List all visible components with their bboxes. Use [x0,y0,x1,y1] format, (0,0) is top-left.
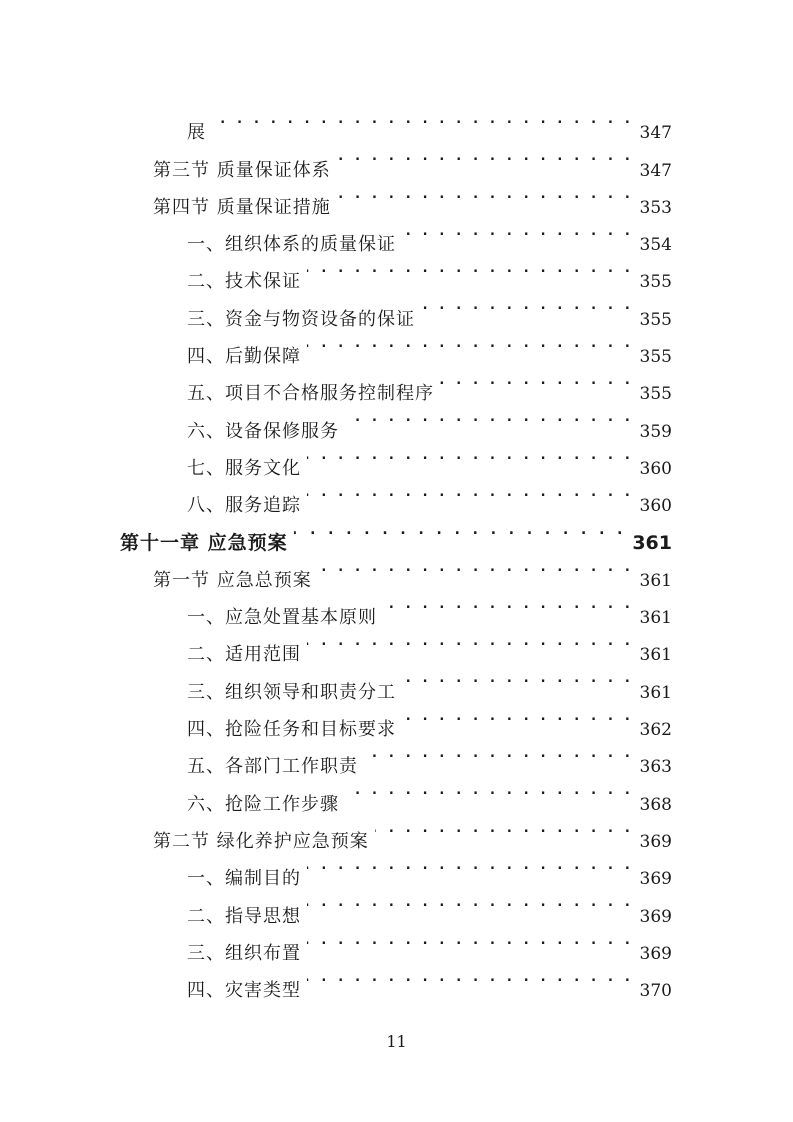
toc-leader-dots [307,474,632,511]
toc-subsection-entry[interactable] [0,101,672,144]
toc-entry-title: 第二节 绿化养护应急预案 [153,830,369,852]
toc-leader-dots [307,884,632,921]
toc-entry-page: 347 [639,123,672,144]
toc-section-entry[interactable] [0,810,672,852]
toc-leader-dots [307,250,632,287]
toc-entry-title: 八、服务追踪 [187,495,301,517]
toc-leader-dots [364,735,632,772]
toc-entry-title: 第一节 应急总预案 [153,569,312,591]
toc-subsection-entry[interactable] [0,250,672,293]
toc-entry-title: 三、组织布置 [187,942,301,964]
toc-chapter-entry[interactable] [0,511,672,554]
toc-entry-title: 一、编制目的 [187,868,301,890]
toc-entry-page: 353 [639,197,672,218]
toc-entry-page: 362 [639,720,672,741]
toc-subsection-entry[interactable] [0,772,672,815]
toc-section-entry[interactable] [0,176,672,218]
toc-entry-page: 361 [639,608,672,629]
toc-leader-dots [307,959,632,996]
toc-entry-title: 三、组织领导和职责分工 [187,681,396,703]
toc-leader-dots [345,399,632,436]
toc-entry-page: 359 [639,421,672,442]
toc-leader-dots [402,698,632,735]
toc-entry-title: 六、设备保修服务 [187,420,339,442]
toc-section-entry[interactable] [0,138,672,181]
toc-leader-dots [402,213,632,250]
toc-subsection-entry[interactable] [0,586,672,629]
toc-subsection-entry[interactable] [0,623,672,666]
toc-subsection-entry[interactable] [0,660,672,703]
toc-entry-title: 第四节 质量保证措施 [153,196,331,218]
toc-entry-page: 369 [639,943,672,964]
toc-entry-page: 369 [639,869,672,890]
toc-entry-page: 370 [639,981,672,1002]
toc-leader-dots [307,623,632,660]
toc-subsection-entry[interactable] [0,884,672,927]
table-of-contents [0,101,793,1002]
toc-entry-title: 展 [187,122,206,144]
toc-subsection-entry[interactable] [0,399,672,442]
toc-entry-title: 一、应急处置基本原则 [187,607,377,629]
toc-entry-title: 二、指导思想 [187,905,301,927]
page-number: 11 [386,1032,407,1051]
toc-entry-title: 五、各部门工作职责 [187,756,358,778]
toc-leader-dots [383,586,632,623]
toc-entry-title: 四、后勤保障 [187,346,301,368]
toc-entry-title: 三、资金与物资设备的保证 [187,308,415,330]
toc-entry-title: 四、抢险任务和目标要求 [187,719,396,741]
toc-entry-title: 四、灾害类型 [187,980,301,1002]
toc-leader-dots [307,437,632,474]
toc-leader-dots [402,660,632,697]
toc-leader-dots [307,325,632,362]
toc-entry-title: 七、服务文化 [187,457,301,479]
toc-subsection-entry[interactable] [0,325,672,368]
toc-leader-dots [337,176,632,213]
toc-entry-page: 361 [639,682,672,703]
toc-entry-page: 347 [639,160,672,181]
toc-entry-title: 五、项目不合格服务控制程序 [187,383,434,405]
toc-entry-page: 363 [639,757,672,778]
toc-leader-dots [440,362,632,399]
toc-subsection-entry[interactable] [0,735,672,778]
toc-entry-page: 369 [639,831,672,852]
toc-subsection-entry[interactable] [0,847,672,890]
toc-section-entry[interactable] [0,549,672,591]
toc-leader-dots [307,847,632,884]
toc-subsection-entry[interactable] [0,474,672,517]
toc-subsection-entry[interactable] [0,287,672,330]
toc-entry-page: 368 [639,794,672,815]
toc-leader-dots [307,922,632,959]
toc-subsection-entry[interactable] [0,362,672,405]
toc-entry-page: 360 [639,458,672,479]
toc-entry-title: 第十一章 应急预案 [120,531,288,554]
toc-subsection-entry[interactable] [0,437,672,479]
toc-leader-dots [375,810,632,847]
toc-entry-page: 360 [639,496,672,517]
toc-subsection-entry[interactable] [0,922,672,964]
toc-entry-title: 一、组织体系的质量保证 [187,234,396,256]
toc-entry-page: 369 [639,906,672,927]
toc-leader-dots [345,772,632,809]
toc-entry-page: 355 [639,347,672,368]
toc-leader-dots [318,549,632,586]
toc-entry-page: 355 [639,272,672,293]
toc-entry-title: 六、抢险工作步骤 [187,793,339,815]
toc-subsection-entry[interactable] [0,698,672,741]
toc-leader-dots [294,511,625,548]
toc-entry-title: 第三节 质量保证体系 [153,159,331,181]
toc-entry-page: 354 [639,235,672,256]
toc-entry-title: 二、技术保证 [187,271,301,293]
toc-leader-dots [212,101,632,138]
toc-entry-page: 361 [639,570,672,591]
toc-subsection-entry[interactable] [0,213,672,256]
toc-leader-dots [421,287,632,324]
toc-entry-page: 355 [639,384,672,405]
toc-entry-page: 361 [639,645,672,666]
toc-entry-page: 361 [632,531,672,554]
toc-entry-title: 二、适用范围 [187,644,301,666]
toc-entry-page: 355 [639,309,672,330]
toc-subsection-entry[interactable] [0,959,672,1002]
toc-leader-dots [337,138,632,175]
